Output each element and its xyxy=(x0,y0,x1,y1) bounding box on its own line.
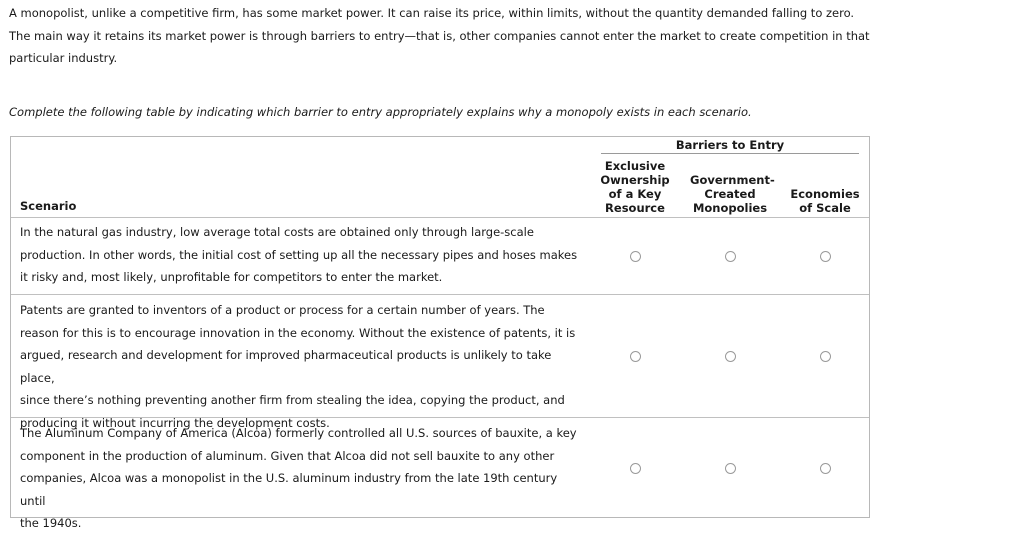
radio-government-created[interactable] xyxy=(725,351,736,362)
scenario-line: argued, research and development for improved pharmaceutical products is unlikely to take place, xyxy=(20,348,552,385)
column-header-government-created: Government- Created Monopolies xyxy=(690,173,775,215)
scenario-line: producing it without incurring the development costs. xyxy=(20,415,330,430)
radio-exclusive-ownership[interactable] xyxy=(630,463,641,474)
radio-exclusive-ownership[interactable] xyxy=(630,351,641,362)
column-header-economies-of-scale: Economies of Scale xyxy=(790,187,860,215)
column-header-exclusive-ownership: Exclusive Ownership of a Key Resource xyxy=(600,159,670,215)
scenario-header: Scenario xyxy=(20,199,77,213)
table-row xyxy=(11,415,869,530)
table-row xyxy=(11,295,869,430)
scenario-line: component in the production of aluminum. Given that Alcoa did not sell bauxite to any other xyxy=(20,448,555,463)
scenario-line: Patents are granted to inventors of a product or process for a certain number of years. The xyxy=(20,303,545,317)
intro-paragraph xyxy=(9,2,1014,70)
scenario-line: it risky and, most likely, unprofitable for competitors to enter the market. xyxy=(20,270,443,284)
scenario-line: since there’s nothing preventing another firm from stealing the idea, copying the product, and xyxy=(20,393,565,407)
table-row xyxy=(11,218,869,295)
barriers-table xyxy=(10,136,870,530)
radio-exclusive-ownership[interactable] xyxy=(630,251,641,262)
scenario-line: In the natural gas industry, low average total costs are obtained only through large-scale xyxy=(20,225,534,239)
instructions: Complete the following table by indicating which barrier to entry appropriately explains why a monopoly exists in each scenario. xyxy=(9,105,752,119)
scenario-text xyxy=(20,422,585,535)
scenario-line: the 1940s. xyxy=(20,516,82,530)
radio-government-created[interactable] xyxy=(725,251,736,262)
intro-line: The main way it retains its market power is through barriers to entry—that is, other companies cannot enter the market to create competition in that xyxy=(9,28,870,43)
scenario-line: companies, Alcoa was a monopolist in the U.S. aluminum industry from the late 19th century until xyxy=(20,471,558,508)
radio-economies-of-scale[interactable] xyxy=(820,351,831,362)
radio-economies-of-scale[interactable] xyxy=(820,463,831,474)
scenario-line: reason for this is to encourage innovation in the economy. Without the existence of patents, it is xyxy=(20,325,576,340)
intro-line: A monopolist, unlike a competitive firm, has some market power. It can raise its price, within limits, without the quantity demanded falling to zero. xyxy=(9,6,855,20)
barriers-to-entry-header: Barriers to Entry xyxy=(601,137,859,154)
scenario-text xyxy=(20,299,585,434)
radio-government-created[interactable] xyxy=(725,463,736,474)
scenario-line: production. In other words, the initial cost of setting up all the necessary pipes and hoses makes xyxy=(20,247,578,262)
intro-line: particular industry. xyxy=(9,51,118,65)
radio-economies-of-scale[interactable] xyxy=(820,251,831,262)
scenario-line: The Aluminum Company of America (Alcoa) formerly controlled all U.S. sources of bauxite, a key xyxy=(20,426,577,440)
scenario-text xyxy=(20,221,585,289)
